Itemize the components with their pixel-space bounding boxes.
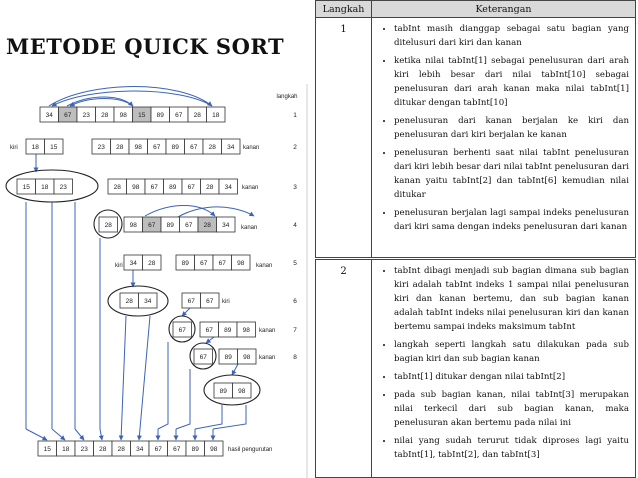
cell-value: 98 [243,353,251,361]
table-row [316,18,636,259]
kanan-label: kanan [259,328,276,334]
step-number-label: 2 [293,144,297,151]
kanan-label: kanan [241,225,258,231]
cell-value: 15 [43,445,51,453]
step-description [372,259,636,478]
cell-value: 28 [193,111,201,119]
step-number-label: 7 [293,327,297,334]
cell-value: 18 [41,183,49,191]
cell-value: 28 [99,445,107,453]
flow-arrow [139,316,150,440]
cell-value: 23 [97,143,105,151]
list-item: • penelusuran dari kanan berjalan ke kiri dan penelusuran dari kiri berjalan ke kanan [394,114,629,142]
cell-value: 67 [205,326,213,334]
kanan-label: kanan [242,185,259,191]
flow-line [213,405,246,429]
cell-value: 67 [178,326,186,334]
cell-value: 34 [227,143,235,151]
flow-line [195,405,222,429]
flow-line [176,369,190,429]
cell-value: 67 [199,353,207,361]
list-item: • ketika nilai tabInt[1] sebagai penelusuran dari arah kiri lebih besar dari nilai tabInt[10] sebagai penelusuran dari arah kanan maka nilai tabInt[1] ditukar dengan tabInt[10] [394,54,629,110]
cell-value: 98 [119,111,127,119]
cell-value: 28 [117,445,125,453]
cell-value: 89 [191,445,199,453]
hasil-label: hasil pengurutan [228,447,273,453]
list-item: • tabInt[1] ditukar dengan nilai tabInt[2] [394,370,629,384]
cell-value: 67 [187,183,195,191]
cell-value: 28 [125,297,133,305]
cell-value: 34 [224,183,232,191]
cell-value: 34 [136,445,144,453]
langkah-label: langkah [276,94,298,100]
flow-arrow [145,206,215,217]
cell-value: 67 [64,111,72,119]
cell-value: 18 [212,111,220,119]
step-description [372,18,636,259]
header-langkah: Langkah [316,1,372,18]
cell-value: 28 [101,111,109,119]
kanan-label: kanan [259,355,276,361]
flow-arrow [52,429,65,440]
flow-arrow [121,316,126,440]
cell-value: 34 [45,111,53,119]
cell-value: 89 [171,143,179,151]
cell-value: 28 [206,183,214,191]
step-number: 2 [316,259,372,478]
cell-value: 34 [222,221,230,229]
cell-value: 23 [80,445,88,453]
step-number: 1 [316,18,372,259]
cell-value: 28 [208,143,216,151]
cell-value: 89 [181,259,189,267]
cell-value: 98 [238,387,246,395]
cell-value: 28 [116,143,124,151]
cell-value: 28 [203,221,211,229]
cell-value: 15 [50,143,58,151]
cell-value: 67 [175,111,183,119]
cell-value: 98 [237,259,245,267]
cell-value: 28 [113,183,121,191]
list-item: • tabInt dibagi menjadi sub bagian dimana sub bagian kiri adalah tabInt indeks 1 sampai nilai penelusuran kiri dan kanan bertemu, dan sub bagian kanan adalah tabInt indeks nilai penelusuran kiri dan kanan bertemu sampai indeks maksimum tabInt [394,264,629,334]
step-number-label: 8 [293,354,297,361]
cell-value: 67 [154,445,162,453]
kiri-label: kiri [115,263,123,269]
cell-value: 89 [156,111,164,119]
step-number-label: 1 [293,112,297,119]
list-item: • langkah seperti langkah satu dilakukan pada sub bagian kiri dan sub bagian kanan [394,338,629,366]
flow-arrow [182,308,190,316]
keterangan-table [315,0,636,478]
kiri-label: kiri [222,299,230,305]
step-number-label: 3 [293,184,297,191]
cell-value: 67 [187,297,195,305]
kanan-label: kanan [256,263,273,269]
cell-value: 28 [104,221,112,229]
cell-value: 67 [173,445,181,453]
cell-value: 18 [62,445,70,453]
step-number-label: 5 [293,260,297,267]
cell-value: 28 [148,259,156,267]
flow-arrow [75,429,84,440]
cell-value: 67 [150,183,158,191]
quick-sort-diagram [0,84,308,478]
cell-value: 34 [144,297,152,305]
cell-value: 23 [82,111,90,119]
cell-value: 18 [31,143,39,151]
cell-value: 98 [132,183,140,191]
cell-value: 98 [242,326,250,334]
cell-value: 98 [134,143,142,151]
kiri-label: kiri [10,145,18,151]
flow-line [158,342,168,429]
cell-value: 89 [224,353,232,361]
cell-value: 98 [129,221,137,229]
step-number-label: 4 [293,222,297,229]
flow-arrow [100,429,102,440]
cell-value: 98 [210,445,218,453]
cell-value: 89 [166,221,174,229]
flow-arrow [206,337,214,343]
cell-value: 67 [185,221,193,229]
cell-value: 34 [129,259,137,267]
cell-value: 67 [190,143,198,151]
cell-value: 15 [138,111,146,119]
header-keterangan: Keterangan [372,1,636,18]
cell-value: 67 [200,259,208,267]
list-item: • pada sub bagian kanan, nilai tabInt[3] merupakan nilai terkecil dari sub bagian kanan, maka penelusuran akan bertemu pada nilai ini [394,388,629,430]
list-item: • nilai yang sudah terurut tidak diproses lagi yaitu tabInt[1], tabInt[2], dan tabInt[3] [394,434,629,462]
cell-value: 89 [224,326,232,334]
flow-arrow [232,364,238,375]
kanan-label: kanan [243,145,260,151]
table-row [316,259,636,478]
cell-value: 89 [169,183,177,191]
cell-value: 15 [22,183,30,191]
cell-value: 67 [218,259,226,267]
list-item: • tabInt masih dianggap sebagai satu bagian yang ditelusuri dari kiri dan kanan [394,22,629,50]
page-title: METODE QUICK SORT [6,34,285,59]
cell-value: 23 [59,183,67,191]
cell-value: 67 [153,143,161,151]
flow-arrow [70,99,133,107]
list-item: • penelusuran berjalan lagi sampai indeks penelusuran dari kiri sama dengan indeks penelusuran dari kanan [394,206,629,234]
list-item: • penelusuran berhenti saat nilai tabInt penelusuran dari kiri lebih besar dari nilai tabInt penelusuran dari kanan yaitu tabInt[2] dan tabInt[6] kemudian nilai ditukar [394,146,629,202]
flow-arrow [26,429,47,440]
cell-value: 67 [206,297,214,305]
cell-value: 67 [148,221,156,229]
step-number-label: 6 [293,298,297,305]
cell-value: 89 [219,387,227,395]
